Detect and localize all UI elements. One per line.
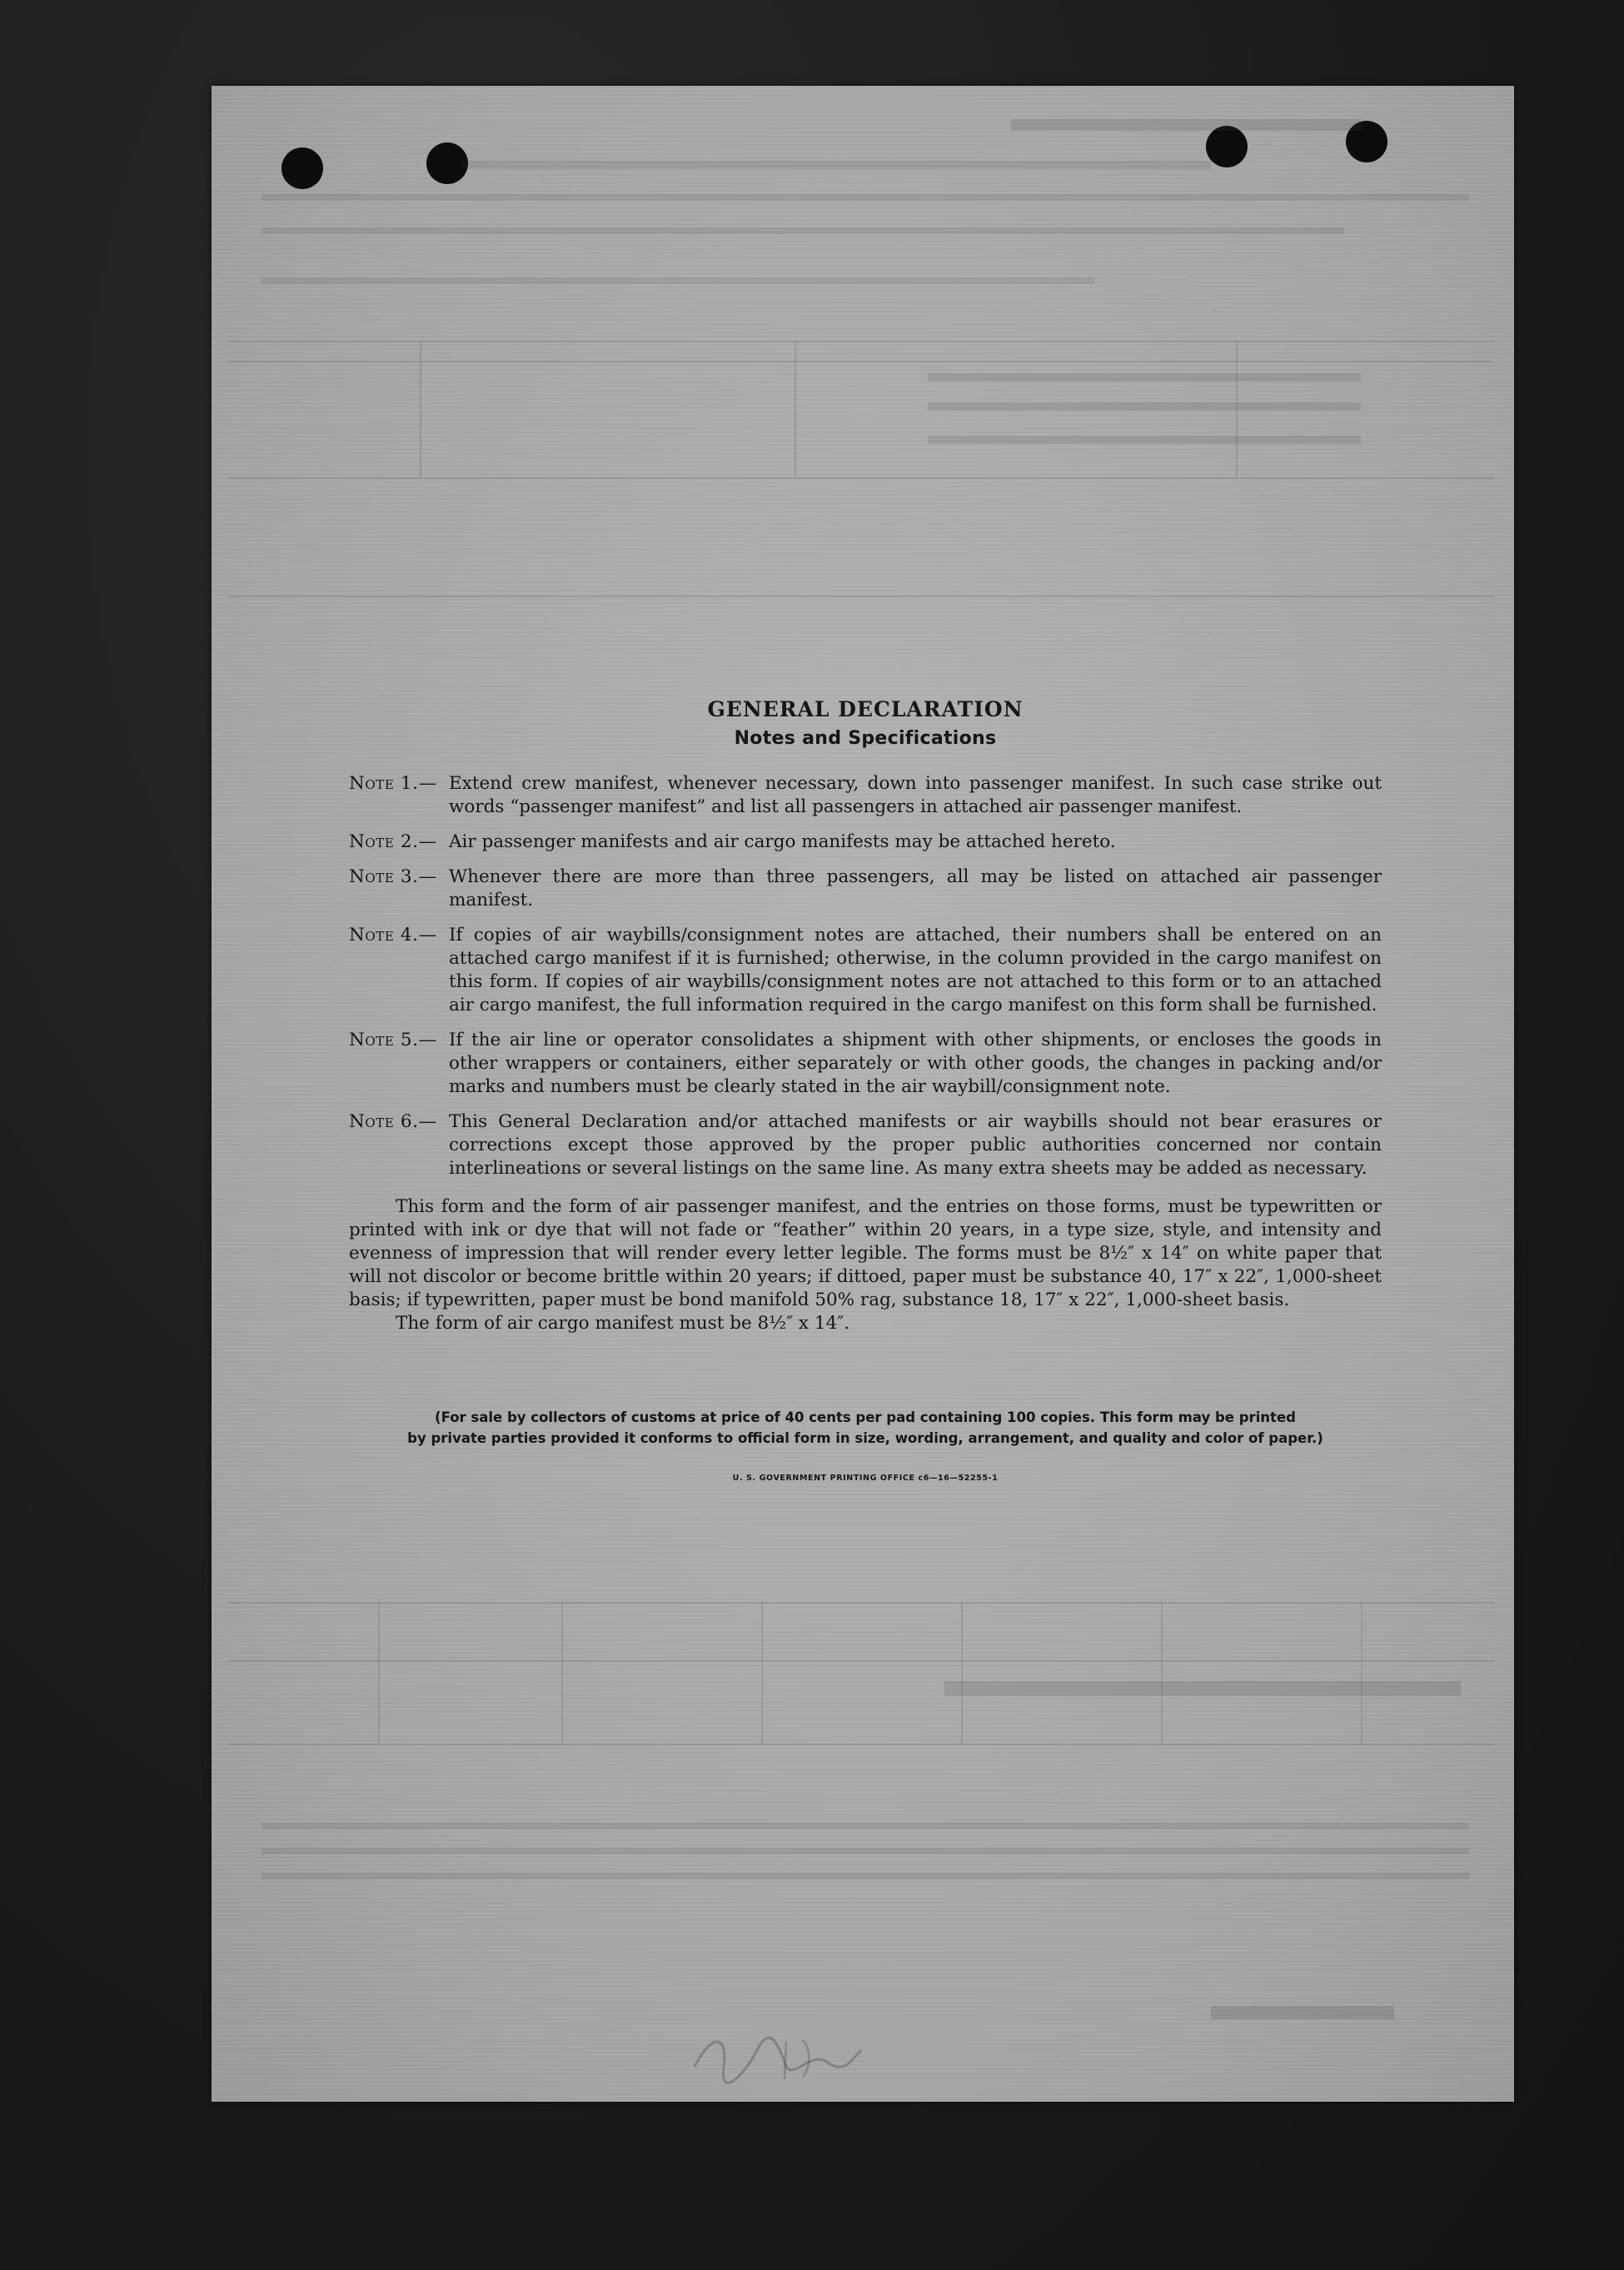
note-1 bbox=[349, 772, 1382, 819]
note-text: Air passenger manifests and air cargo manifests may be attached hereto. bbox=[449, 831, 1116, 852]
note-2 bbox=[349, 831, 1382, 854]
note-label: Note 5.— bbox=[349, 1030, 437, 1050]
note-4 bbox=[349, 924, 1382, 1017]
cargo-manifest-size-paragraph: The form of air cargo manifest must be 8½″ x 14″. bbox=[396, 1313, 850, 1334]
note-label: Note 1.— bbox=[349, 773, 437, 794]
note-text: This General Declaration and/or attached manifests or air waybills should not bear erasures or corrections except those approved by the proper public authorities concerned nor contain interlineations or several listings on the same line. As many extra sheets may be added as necessary. bbox=[449, 1111, 1382, 1179]
note-label: Note 3.— bbox=[349, 866, 437, 887]
notes-and-specifications bbox=[349, 611, 1382, 1483]
note-5 bbox=[349, 1029, 1382, 1099]
document-sheet bbox=[212, 86, 1514, 2102]
note-text: Extend crew manifest, whenever necessary, down into passenger manifest. In such case strike out words “passenger manifest” and list all passengers in attached air passenger manifest. bbox=[449, 773, 1382, 817]
note-3 bbox=[349, 866, 1382, 912]
form-requirements-paragraph: This form and the form of air passenger manifest, and the entries on those forms, must be typewritten or printed with ink or dye that will not fade or “feather” within 20 years, in a type size, style, and intensity and evenness of impression that will render every letter legible. The forms must be 8½″ x 14″ on white paper that will not discolor or become brittle within 20 years; if dittoed, paper must be substance 40, 17″ x 22″, 1,000-sheet basis; if typewritten, paper must be bond manifold 50% rag, substance 18, 17″ x 22″, 1,000-sheet basis. bbox=[349, 1196, 1382, 1310]
note-6 bbox=[349, 1110, 1382, 1180]
punch-hole-1 bbox=[281, 147, 323, 189]
note-label: Note 6.— bbox=[349, 1111, 437, 1132]
note-label: Note 2.— bbox=[349, 831, 437, 852]
note-text: If the air line or operator consolidates a shipment with other shipments, or encloses the goods in other wrappers or containers, either separately or with other goods, the changes in packing and/or marks and numbers must be clearly stated in the air waybill/consignment note. bbox=[449, 1030, 1382, 1097]
printer-imprint: U. S. GOVERNMENT PRINTING OFFICE c6—16—52255-1 bbox=[732, 1474, 999, 1483]
punch-hole-3 bbox=[1206, 126, 1248, 167]
note-text: Whenever there are more than three passengers, all may be listed on attached air passenger manifest. bbox=[449, 866, 1382, 910]
sale-notice bbox=[349, 1407, 1382, 1449]
document-title: GENERAL DECLARATION bbox=[707, 697, 1024, 721]
sale-notice-line-2: by private parties provided it conforms to official form in size, wording, arrangement, and quality and color of paper.) bbox=[407, 1430, 1323, 1446]
sale-notice-line-1: (For sale by collectors of customs at price of 40 cents per pad containing 100 copies. This form may be printed bbox=[435, 1409, 1296, 1425]
document-subtitle: Notes and Specifications bbox=[734, 728, 997, 749]
note-text: If copies of air waybills/consignment notes are attached, their numbers shall be entered on an attached cargo manifest if it is furnished; otherwise, in the column provided in the cargo manifest on this form. If copies of air waybills/consignment notes are not attached to this form or to an attached air cargo manifest, the full information required in the cargo manifest on this form shall be furnished. bbox=[449, 925, 1382, 1015]
note-label: Note 4.— bbox=[349, 925, 437, 945]
signature-bleed-through bbox=[686, 2017, 869, 2092]
